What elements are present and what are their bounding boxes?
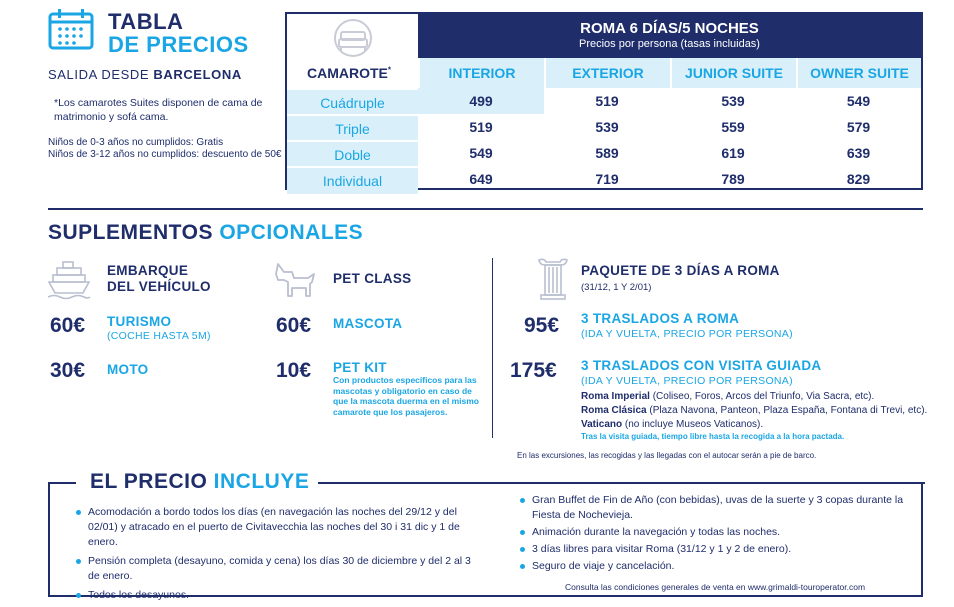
vehicle-title-line2: DEL VEHÍCULO (107, 279, 211, 294)
table-row (287, 114, 921, 140)
price-cell: 539 (595, 119, 619, 135)
row-label-individual: Individual (287, 166, 418, 194)
table-row (287, 140, 921, 166)
transfers-price: 95€ (524, 314, 560, 337)
price-cell: 519 (469, 119, 493, 135)
tour-item: Roma Clásica (Plaza Navona, Panteon, Plaza España, Fontana di Trevi, etc). (581, 405, 928, 416)
row-label-cuadruple: Cuádruple (287, 88, 418, 116)
pet-kit-price: 10€ (276, 359, 312, 382)
cabin-label: CAMAROTE* (307, 65, 392, 81)
price-cell: 549 (846, 93, 871, 109)
trip-title: ROMA 6 DÍAS/5 NOCHES (580, 20, 759, 37)
suites-note: *Los camarotes Suites disponen de cama de matrimonio y sofá cama. (54, 97, 263, 123)
calendar-icon (48, 8, 94, 50)
price-cell: 789 (721, 171, 745, 187)
list-item: Seguro de viaje y cancelación. (520, 559, 915, 574)
col-header-interior: INTERIOR (418, 58, 544, 88)
departure-line (48, 67, 242, 82)
section-divider (48, 208, 923, 210)
price-cell: 499 (418, 88, 544, 114)
kids-note-2: Niños de 3-12 años no cumplidos: descuento de 50€ (48, 149, 282, 160)
column-divider (492, 258, 493, 438)
page-title-line2: DE PRECIOS (108, 32, 249, 57)
guided-sub: (IDA Y VUELTA, PRECIO POR PERSONA) (581, 375, 793, 387)
tour-item: Roma Imperial (Coliseo, Foros, Arcos del Triunfo, Via Sacra, etc). (581, 391, 875, 402)
price-cell: 519 (595, 93, 619, 109)
supplements-title: SUPLEMENTOS OPCIONALES (48, 221, 364, 244)
tour-note: Tras la visita guiada, tiempo libre hasta la recogida a la hora pactada. (581, 432, 845, 441)
price-cell: 549 (469, 145, 493, 161)
guided-title: 3 TRASLADOS CON VISITA GUIADA (581, 358, 822, 373)
moto-price: 30€ (50, 359, 86, 382)
car-detail: (COCHE HASTA 5M) (107, 330, 211, 342)
list-item: 3 días libres para visitar Roma (31/12 y 1 y 2 de enero). (520, 542, 915, 557)
pet-kit-note: Con productos específicos para las mascotas y obligatorio en caso de que la mascota duerma en el mismo camarote que los pasajeros. (333, 375, 479, 417)
includes-left-list (76, 505, 476, 603)
col-header-exterior: EXTERIOR (544, 58, 670, 88)
trip-subtitle: Precios por persona (tasas incluidas) (579, 38, 760, 50)
vehicle-title-line1: EMBARQUE (107, 263, 189, 278)
car-price: 60€ (50, 314, 86, 337)
pet-class-title: PET CLASS (333, 271, 412, 286)
col-header-owner-suite: OWNER SUITE (796, 58, 921, 88)
trip-header (418, 14, 921, 58)
departure-city: BARCELONA (153, 67, 242, 82)
price-cell: 719 (595, 171, 619, 187)
pet-name: MASCOTA (333, 316, 403, 331)
price-cell: 639 (846, 145, 871, 161)
kids-note-1: Niños de 0-3 años no cumplidos: Gratis (48, 137, 224, 148)
pet-kit-name: PET KIT (333, 360, 387, 375)
bed-icon (331, 18, 375, 63)
pet-price: 60€ (276, 314, 312, 337)
price-cell: 559 (721, 119, 745, 135)
excursion-note: En las excursiones, las recogidas y las llegadas con el autocar serán a pie de barco. (517, 451, 817, 460)
column-icon (536, 256, 570, 307)
includes-title: EL PRECIO INCLUYE (86, 470, 313, 494)
conditions-note: Consulta las condiciones generales de venta en www.grimaldi-touroperator.com (565, 582, 866, 592)
table-row (287, 166, 921, 192)
price-cell: 539 (721, 93, 745, 109)
ship-icon (46, 258, 92, 307)
includes-right-list (520, 493, 915, 574)
price-table (285, 12, 923, 190)
price-cell: 649 (469, 171, 493, 187)
rome-package-dates: (31/12, 1 Y 2/01) (581, 282, 652, 293)
row-label-triple: Triple (287, 114, 418, 142)
list-item: Gran Buffet de Fin de Año (con bebidas), uvas de la suerte y 3 copas durante la Fiesta de Nochevieja. (520, 493, 915, 523)
list-item: Animación durante la navegación y todas las noches. (520, 525, 915, 540)
transfers-title: 3 TRASLADOS A ROMA (581, 311, 740, 326)
price-cell: 829 (846, 171, 871, 187)
list-item: Pensión completa (desayuno, comida y cena) los días 30 de diciembre y del 2 al 3 de enero. (76, 554, 476, 584)
tours-list (581, 390, 927, 432)
price-cell: 619 (721, 145, 745, 161)
list-item: Todos los desayunos. (76, 588, 476, 603)
table-row (287, 88, 921, 114)
row-label-doble: Doble (287, 140, 418, 168)
dog-icon (272, 260, 320, 305)
guided-price: 175€ (510, 359, 557, 382)
transfers-sub: (IDA Y VUELTA, PRECIO POR PERSONA) (581, 328, 793, 340)
tour-item: Vaticano (no incluye Museos Vaticanos). (581, 419, 764, 430)
list-item: Acomodación a bordo todos los días (en navegación las noches del 29/12 y del 02/01) y atracado en el puerto de Civitavecchia las noches del 30 i 31 dic y 1 de enero. (76, 505, 476, 550)
moto-name: MOTO (107, 362, 149, 377)
page-title-line1: TABLA (108, 9, 184, 34)
cabin-header (287, 14, 418, 88)
price-cell: 589 (595, 145, 619, 161)
car-name: TURISMO (107, 314, 172, 329)
price-cell: 579 (846, 119, 871, 135)
rome-package-title: PAQUETE DE 3 DÍAS A ROMA (581, 263, 780, 278)
departure-prefix: SALIDA DESDE (48, 67, 150, 82)
col-header-junior-suite: JUNIOR SUITE (670, 58, 796, 88)
